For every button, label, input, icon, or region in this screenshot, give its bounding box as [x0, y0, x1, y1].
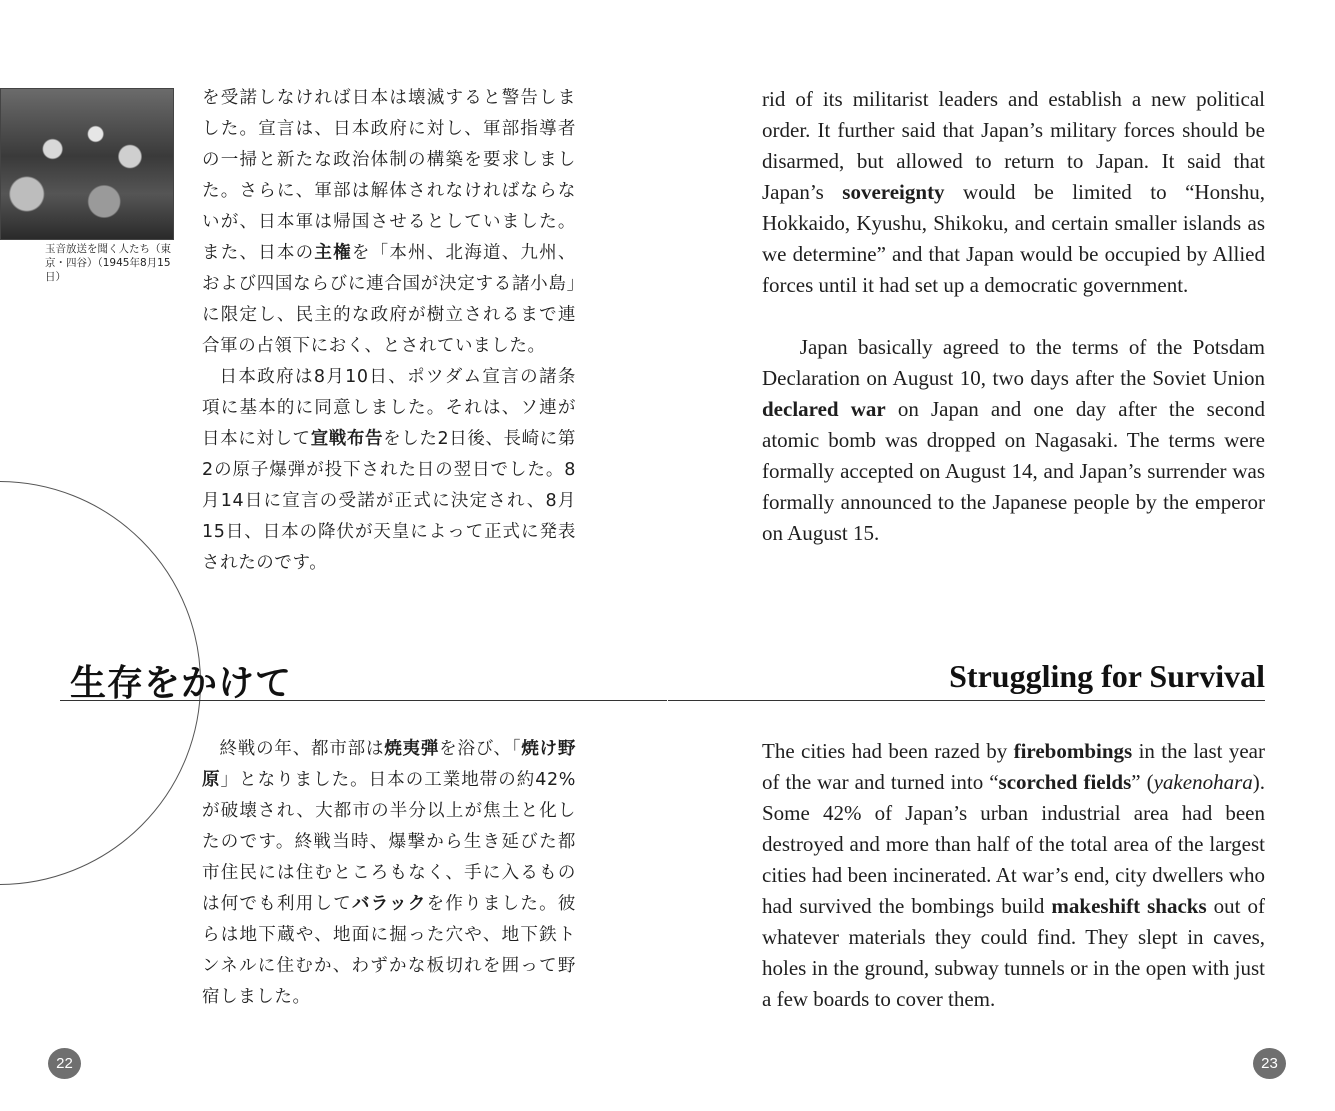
text-run: 」となりました。日本の工業地帯の約42%が破壊され、大都市の半分以上が焦土と化したのです。終戦当時、爆撃から生き延びた都市住民には住むところもなく、手に入るものは何でも利用して: [202, 770, 576, 914]
text-run: 終戦の年、都市部は: [219, 739, 385, 759]
jp-paragraph: [202, 83, 576, 362]
en-body-bottom: [762, 736, 1265, 1015]
text-run: 日本政府は8月10日、ポツダム宣言の諸条項に基本的に同意しました。それは、ソ連が日本に対して: [202, 367, 576, 449]
term-firebombings: firebombings: [1013, 739, 1133, 763]
text-run: rid of its militarist leaders and establish a new political order. It further said that Japan’s military forces should be disarmed, but allowed to return to Japan. It said that Japan’s: [762, 87, 1265, 204]
term-declared-war: declared war: [762, 397, 886, 421]
term-declared-war-jp: 宣戦布告: [310, 429, 384, 449]
term-firebombs-jp: 焼夷弾: [384, 739, 440, 759]
text-run: を作りました。彼らは地下蔵や、地面に掘った穴や、地下鉄トンネルに住むか、わずかな板切れを囲って野宿しました。: [202, 894, 576, 1007]
text-run: を「本州、北海道、九州、および四国ならびに連合国が決定する諸小島」に限定し、民主的な政府が樹立されるまで連合軍の占領下におく、とされていました。: [202, 243, 576, 356]
text-run: を浴び、「: [439, 739, 522, 759]
text-run: ). Some 42% of Japan’s urban industrial area had been destroyed and more than half of the total area of the largest cities had been incinerated. At war’s end, city dwellers who had survived the bombings build: [762, 770, 1265, 918]
en-body-top: [762, 84, 1265, 549]
text-run: を受諾しなければ日本は壊滅すると警告しました。宣言は、日本政府に対し、軍部指導者の一掃と新たな政治体制の構築を要求しました。さらに、軍部は解体されなければならないが、日本軍は帰国させるとしていました。また、日本の: [202, 88, 576, 263]
text-run: out of whatever materials they could find. They slept in caves, holes in the ground, subway tunnels or in the open with just a few boards to cover them.: [762, 894, 1265, 1011]
section-heading-jp: 生存をかけて: [70, 662, 293, 704]
photo-caption: 玉音放送を聞く人たち（東京・四谷）（1945年8月15日）: [45, 243, 171, 283]
jp-body-top: [202, 83, 576, 579]
en-paragraph: [762, 736, 1265, 1015]
term-scorched-fields: scorched fields: [998, 770, 1132, 794]
text-run: in the last year of the war and turned into “: [762, 739, 1265, 794]
heading-rule-right: [668, 700, 1265, 701]
jp-paragraph: [202, 362, 576, 579]
en-paragraph: [762, 84, 1265, 301]
term-sovereignty: sovereignty: [842, 180, 945, 204]
page-number-left: 22: [48, 1048, 81, 1079]
jp-paragraph: [202, 734, 576, 1013]
en-paragraph: [762, 332, 1265, 549]
term-yakenohara: yakenohara: [1153, 770, 1253, 794]
section-heading-en: Struggling for Survival: [949, 658, 1265, 694]
photo-crowd-listening-broadcast: [0, 88, 174, 240]
text-run: Japan basically agreed to the terms of the Potsdam Declaration on August 10, two days after the Soviet Union: [762, 335, 1265, 390]
term-scorched-fields-jp: 焼け野原: [202, 739, 576, 790]
term-sovereignty-jp: 主権: [314, 243, 352, 263]
term-makeshift-shacks: makeshift shacks: [1051, 894, 1207, 918]
term-barracks-jp: バラック: [351, 894, 427, 914]
text-run: on Japan and one day after the second atomic bomb was dropped on Nagasaki. The terms were formally accepted on August 14, and Japan’s surrender was formally announced to the Japanese people by the emperor on August 15.: [762, 397, 1265, 545]
text-run: ” (: [1131, 770, 1154, 794]
page-number-right: 23: [1253, 1048, 1286, 1079]
jp-body-bottom: [202, 734, 576, 1013]
text-run: would be limited to “Honshu, Hokkaido, Kyushu, Shikoku, and certain smaller islands as we determine” and that Japan would be occupied by Allied forces until it had set up a democratic government.: [762, 180, 1265, 297]
heading-rule-left: [60, 700, 667, 701]
text-run: をした2日後、長崎に第2の原子爆弾が投下された日の翌日でした。8月14日に宣言の受諾が正式に決定され、8月15日、日本の降伏が天皇によって正式に発表されたのです。: [202, 429, 576, 573]
text-run: The cities had been razed by: [762, 739, 1014, 763]
